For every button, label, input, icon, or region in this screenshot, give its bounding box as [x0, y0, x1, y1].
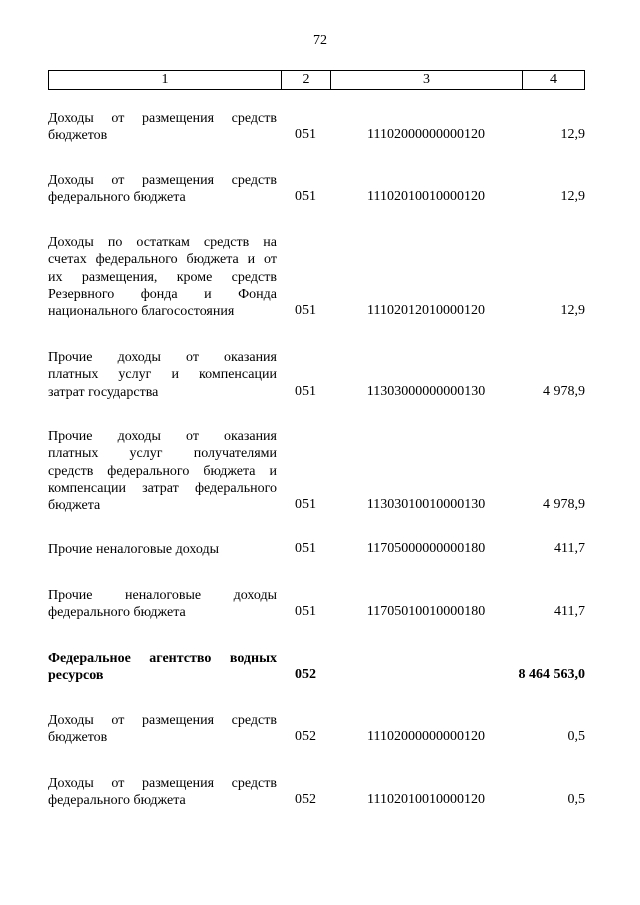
description-line: Резервного фонда и Фонда	[48, 286, 277, 302]
description-line: Прочие неналоговые доходы	[48, 542, 220, 557]
description-line: Доходы от размещения средств	[48, 173, 277, 188]
row-amount: 12,9	[560, 189, 585, 205]
row-classification-code: 11102010010000120	[367, 792, 485, 808]
row-amount: 0,5	[567, 792, 585, 808]
row-description	[48, 712, 277, 747]
description-line: Федеральное агентство водных	[48, 651, 277, 666]
row-description	[48, 349, 277, 401]
description-line: платных услуг и компенсации	[48, 367, 277, 383]
description-line: Доходы от размещения средств	[48, 713, 277, 728]
row-classification-code: 11102010010000120	[367, 189, 485, 205]
table-row	[48, 650, 585, 685]
row-amount: 411,7	[554, 541, 585, 556]
row-description	[48, 775, 277, 810]
description-line: бюджетов	[48, 730, 108, 746]
row-classification-code: 11303000000000130	[366, 383, 486, 399]
page-number: 72	[313, 33, 327, 48]
description-line: национального благосостояния	[48, 304, 235, 320]
description-line: средств федерального бюджета и	[48, 463, 277, 479]
table-row	[48, 541, 585, 558]
description-line: федерального бюджета	[48, 605, 186, 621]
description-line: Прочие неналоговые доходы	[48, 588, 277, 603]
row-admin-code: 051	[295, 497, 316, 513]
table-row	[48, 110, 585, 145]
row-amount: 8 464 563,0	[518, 667, 585, 683]
row-description	[48, 428, 277, 514]
description-line: федерального бюджета	[48, 793, 186, 809]
description-line: счетах федерального бюджета и от	[48, 252, 277, 268]
table-row	[48, 172, 585, 207]
row-admin-code: 052	[295, 729, 316, 745]
row-admin-code: 051	[295, 604, 316, 620]
row-classification-code: 11102000000000120	[367, 729, 485, 745]
row-amount: 4 978,9	[543, 383, 585, 399]
row-classification-code: 11102000000000120	[367, 127, 485, 143]
row-classification-code: 11705010010000180	[366, 604, 486, 620]
row-admin-code: 052	[295, 792, 316, 808]
description-line: их размещения, кроме средств	[48, 269, 277, 285]
description-line: Прочие доходы от оказания	[48, 350, 277, 365]
description-line: бюджета	[48, 498, 101, 514]
row-amount: 12,9	[560, 127, 585, 143]
row-admin-code: 052	[295, 667, 316, 683]
row-admin-code: 051	[295, 541, 316, 556]
row-admin-code: 051	[295, 127, 316, 143]
table-row	[48, 587, 585, 622]
row-description	[48, 234, 277, 320]
table-row	[48, 428, 585, 515]
description-line: Прочие доходы от оказания	[48, 429, 277, 444]
row-amount: 411,7	[554, 604, 585, 620]
row-admin-code: 051	[295, 383, 316, 399]
header-cell-2: 2	[282, 71, 331, 89]
row-description	[48, 587, 277, 622]
row-admin-code: 051	[295, 303, 316, 319]
table-row	[48, 349, 585, 401]
row-amount: 0,5	[567, 729, 585, 745]
row-amount: 4 978,9	[543, 497, 585, 513]
row-classification-code: 11705000000000180	[366, 541, 486, 556]
header-cell-4: 4	[550, 72, 557, 87]
description-line: компенсации затрат федерального	[48, 480, 277, 496]
description-line: затрат государства	[48, 384, 159, 400]
description-line: Доходы по остаткам средств на	[48, 235, 277, 250]
description-line: федерального бюджета	[48, 190, 186, 206]
row-description	[48, 541, 277, 558]
table-row	[48, 712, 585, 747]
description-line: ресурсов	[48, 668, 104, 684]
row-admin-code: 051	[295, 189, 316, 205]
row-classification-code: 11303010010000130	[366, 497, 486, 513]
header-cell-1: 1	[49, 71, 282, 89]
row-description	[48, 650, 277, 685]
row-classification-code: 11102012010000120	[367, 303, 485, 319]
header-cell-3: 3	[331, 71, 523, 89]
description-line: бюджетов	[48, 128, 108, 144]
table-row	[48, 234, 585, 321]
description-line: Доходы от размещения средств	[48, 776, 277, 791]
row-amount: 12,9	[560, 303, 585, 319]
description-line: Доходы от размещения средств	[48, 111, 277, 126]
row-description	[48, 110, 277, 145]
table-row	[48, 775, 585, 810]
description-line: платных услуг получателями	[48, 446, 277, 462]
row-description	[48, 172, 277, 207]
